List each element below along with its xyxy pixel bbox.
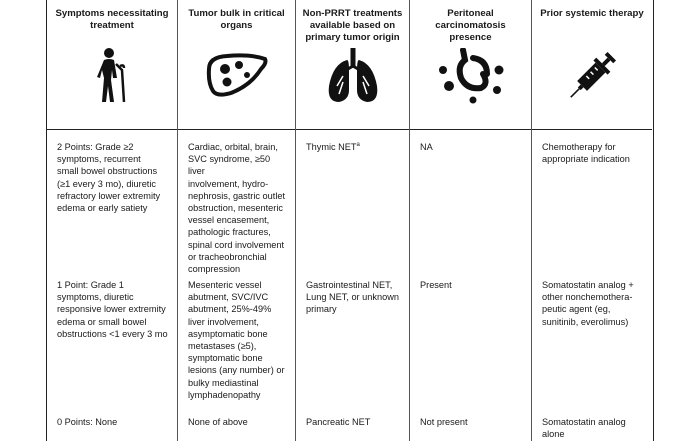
- stomach-peritoneal-icon: [410, 40, 531, 112]
- column-symptoms: [47, 0, 177, 441]
- cell-peritoneal-0pts: Not present: [420, 417, 468, 427]
- column-peritoneal: [409, 0, 531, 441]
- syringe-icon: [532, 40, 652, 112]
- liver-tumor-icon: [178, 40, 295, 112]
- cell-tumor-1pt: Mesenteric vessel abutment, SVC/IVC abutment, 25%-49% liver involvement, asymptomatic bone metastases (≥5), symptomatic bone lesions (any number) or bulky mediastinal lymphadenopathy: [188, 280, 285, 400]
- column-non-prrt: [295, 0, 409, 441]
- header-divider: [178, 129, 295, 130]
- cell-nonprrt-1pt: Gastrointestinal NET, Lung NET, or unknown primary: [306, 280, 399, 315]
- lungs-icon: [296, 40, 409, 112]
- cell-symptoms-1pt: 1 Point: Grade 1 symptoms, diuretic responsive lower extremity edema or small bowel obstructions <1 every 3 mo: [57, 280, 168, 339]
- cell-tumor-0pts: None of above: [188, 417, 248, 427]
- header-divider: [296, 129, 409, 130]
- cell-therapy-2pts: Chemotherapy for appropriate indication: [542, 142, 630, 165]
- header-tumor-bulk: Tumor bulk in critical organs: [188, 8, 285, 31]
- cell-therapy-1pt: Somatostatin analog + other nonchemothera- peutic agent (eg, sunitinib, everolimus): [542, 280, 634, 327]
- column-prior-therapy: [531, 0, 652, 441]
- cell-peritoneal-2pts: NA: [420, 142, 433, 152]
- header-peritoneal: Peritoneal carcinomatosis presence: [435, 8, 506, 43]
- cell-therapy-0pts: Somatostatin analog alone: [542, 417, 626, 440]
- cell-peritoneal-1pt: Present: [420, 280, 452, 290]
- header-divider: [47, 129, 177, 130]
- scoring-table: [46, 0, 654, 441]
- elderly-person-with-cane-icon: [47, 40, 177, 112]
- header-divider: [410, 129, 531, 130]
- header-prior-therapy: Prior systemic therapy: [540, 8, 644, 19]
- cell-nonprrt-2pts-text: Thymic NET: [306, 142, 357, 152]
- column-tumor-bulk: [177, 0, 295, 441]
- cell-tumor-2pts: Cardiac, orbital, brain, SVC syndrome, ≥50 liver involvement, hydro- nephrosis, gastric outlet obstruction, mesenteric vessel encasement, pathologic fractures, spinal cord involvement or tracheobronchial compression: [188, 142, 286, 275]
- header-symptoms: Symptoms necessitating treatment: [55, 8, 169, 31]
- cell-symptoms-2pts: 2 Points: Grade ≥2 symptoms, recurrent small bowel obstructions (≥1 every 3 mo), diuretic refractory lower extremity edema or early satiety: [57, 142, 161, 214]
- cell-nonprrt-0pts: Pancreatic NET: [306, 417, 371, 427]
- header-non-prrt: Non-PRRT treatments available based on primary tumor origin: [302, 8, 403, 43]
- cell-nonprrt-2pts: [306, 141, 403, 153]
- header-divider: [532, 129, 652, 130]
- footnote-marker: a: [356, 141, 360, 148]
- cell-symptoms-0pts: 0 Points: None: [57, 417, 118, 427]
